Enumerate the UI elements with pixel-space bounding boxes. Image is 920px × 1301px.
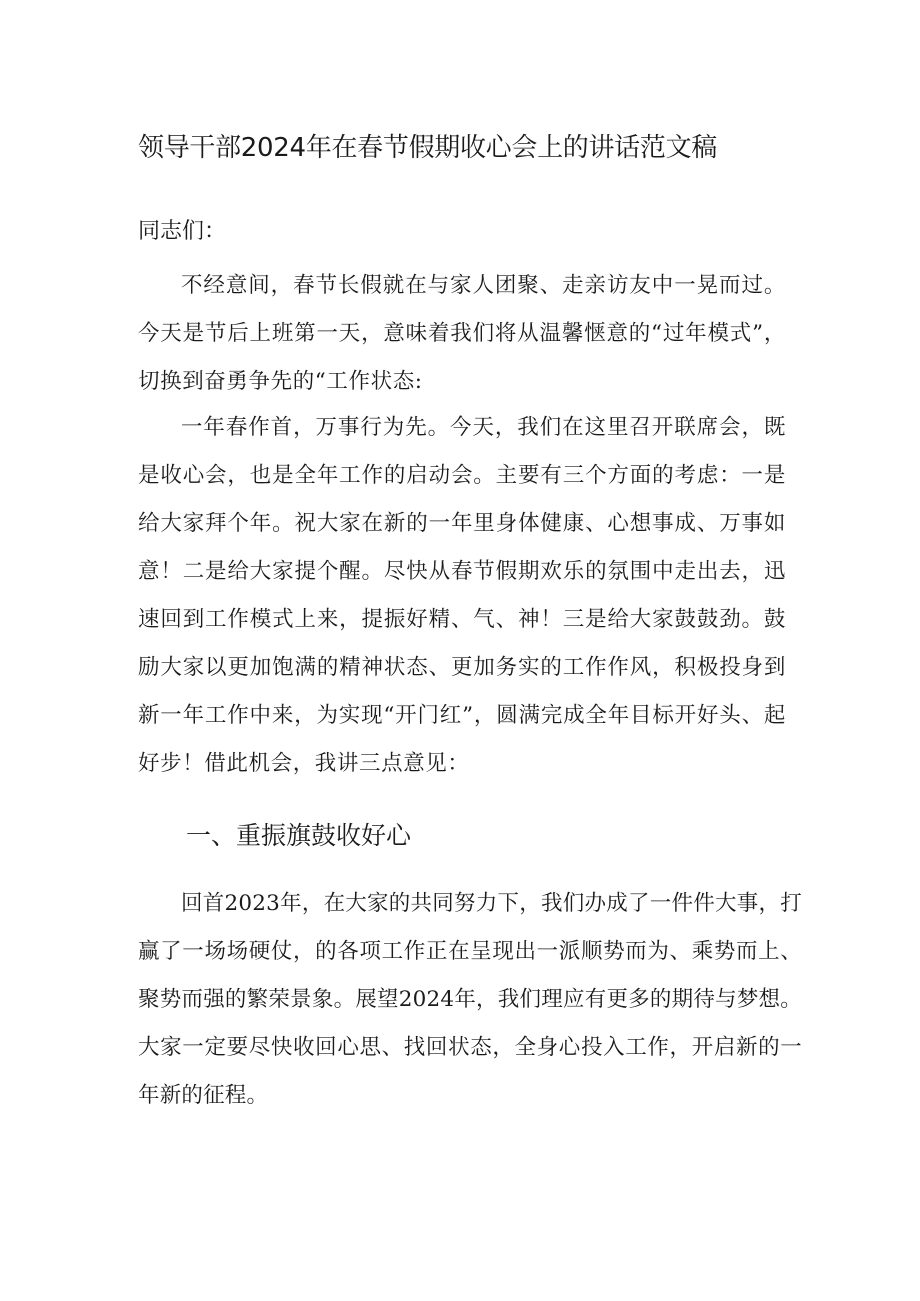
document-title: 领导干部2024年在春节假期收心会上的讲话范文稿 [138,133,717,163]
section-heading: 一、重振旗鼓收好心 [186,821,412,850]
body-paragraph: 一年春作首，万事行为先。今天，我们在这里召开联席会，既是收心会，也是全年工作的启动会。主要有三个方面的考虑：一是给大家拜个年。祝大家在新的一年里身体健康、心想事成、万事如意！二是给大家提个醒。尽快从春节假期欢乐的氛围中走出去，迅速回到工作模式上来，提振好精、气、神！三是给大家鼓鼓劲。鼓励大家以更加饱满的精神状态、更加务实的工作作风，积极投身到新一年工作中来，为实现“开门红”，圆满完成全年目标开好头、起好步！借此机会，我讲三点意见： [138,415,786,776]
salutation: 同志们： [138,219,227,244]
body-paragraph: 不经意间，春节长假就在与家人团聚、走亲访友中一晃而过。今天是节后上班第一天，意味着我们将从温馨惬意的“过年模式”，切换到奋勇争先的“工作状态: [138,273,786,394]
section-paragraph: 回首2023年，在大家的共同努力下，我们办成了一件件大事，打赢了一场场硬仗，的各项工作正在呈现出一派顺势而为、乘势而上、聚势而强的繁荣景象。展望2024年，我们理应有更多的期待与梦想。大家一定要尽快收回心思、找回状态，全身心投入工作，开启新的一年新的征程。 [138,891,802,1108]
